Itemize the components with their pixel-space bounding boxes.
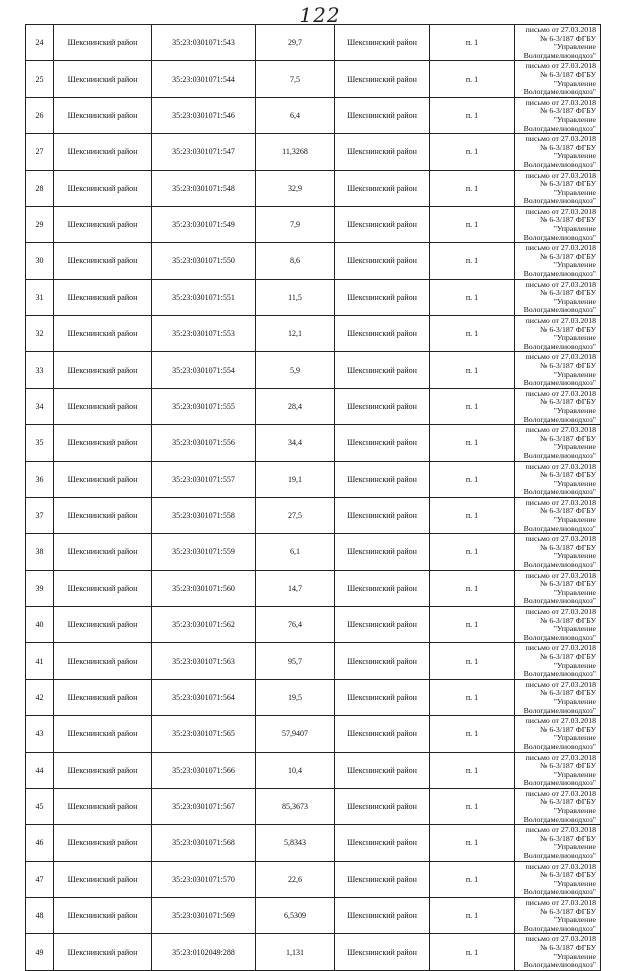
- district-cell: Шекснинский район: [54, 534, 152, 570]
- note-cell: письмо от 27.03.2018 № 6-3/187 ФГБУ "Управление Вологдамелиоводхоз": [515, 352, 601, 388]
- item-cell: п. 1: [430, 788, 515, 824]
- district-cell: Шекснинский район: [54, 279, 152, 315]
- item-cell: п. 1: [430, 898, 515, 934]
- item-cell: п. 1: [430, 388, 515, 424]
- item-cell: п. 1: [430, 643, 515, 679]
- area-cell: 7,5: [256, 61, 335, 97]
- table-row: [26, 788, 601, 824]
- note-cell: письмо от 27.03.2018 № 6-3/187 ФГБУ "Управление Вологдамелиоводхоз": [515, 170, 601, 206]
- area-cell: 27,5: [256, 497, 335, 533]
- table-row: [26, 25, 601, 61]
- cadastral-number-cell: 35:23:0301071:556: [152, 425, 256, 461]
- cadastral-number-cell: 35:23:0301071:565: [152, 716, 256, 752]
- row-number-cell: 29: [26, 206, 54, 242]
- note-cell: письмо от 27.03.2018 № 6-3/187 ФГБУ "Управление Вологдамелиоводхоз": [515, 134, 601, 170]
- row-number-cell: 35: [26, 425, 54, 461]
- district-cell: Шекснинский район: [54, 643, 152, 679]
- table-row: [26, 97, 601, 133]
- table-row: [26, 279, 601, 315]
- item-cell: п. 1: [430, 607, 515, 643]
- district-cell: Шекснинский район: [54, 206, 152, 242]
- item-cell: п. 1: [430, 206, 515, 242]
- note-cell: письмо от 27.03.2018 № 6-3/187 ФГБУ "Управление Вологдамелиоводхоз": [515, 825, 601, 861]
- item-cell: п. 1: [430, 97, 515, 133]
- area-cell: 14,7: [256, 570, 335, 606]
- row-number-cell: 25: [26, 61, 54, 97]
- table-row: [26, 643, 601, 679]
- table-row: [26, 388, 601, 424]
- district-cell: Шекснинский район: [54, 716, 152, 752]
- area-cell: 22,6: [256, 861, 335, 897]
- row-number-cell: 41: [26, 643, 54, 679]
- area-cell: 7,9: [256, 206, 335, 242]
- district-cell: Шекснинский район: [54, 497, 152, 533]
- cadastral-number-cell: 35:23:0301071:563: [152, 643, 256, 679]
- area-cell: 6,1: [256, 534, 335, 570]
- area-cell: 34,4: [256, 425, 335, 461]
- cadastral-number-cell: 35:23:0301071:546: [152, 97, 256, 133]
- row-number-cell: 43: [26, 716, 54, 752]
- district-cell: Шекснинский район: [54, 61, 152, 97]
- location-cell: Шекснинский район: [335, 134, 430, 170]
- note-cell: письмо от 27.03.2018 № 6-3/187 ФГБУ "Управление Вологдамелиоводхоз": [515, 461, 601, 497]
- district-cell: Шекснинский район: [54, 570, 152, 606]
- location-cell: Шекснинский район: [335, 752, 430, 788]
- location-cell: Шекснинский район: [335, 170, 430, 206]
- item-cell: п. 1: [430, 534, 515, 570]
- table-row: [26, 825, 601, 861]
- item-cell: п. 1: [430, 570, 515, 606]
- table-row: [26, 134, 601, 170]
- note-cell: письмо от 27.03.2018 № 6-3/187 ФГБУ "Управление Вологдамелиоводхоз": [515, 534, 601, 570]
- district-cell: Шекснинский район: [54, 752, 152, 788]
- location-cell: Шекснинский район: [335, 497, 430, 533]
- cadastral-number-cell: 35:23:0301071:566: [152, 752, 256, 788]
- cadastral-number-cell: 35:23:0301071:548: [152, 170, 256, 206]
- district-cell: Шекснинский район: [54, 243, 152, 279]
- row-number-cell: 33: [26, 352, 54, 388]
- district-cell: Шекснинский район: [54, 170, 152, 206]
- district-cell: Шекснинский район: [54, 607, 152, 643]
- location-cell: Шекснинский район: [335, 898, 430, 934]
- note-cell: письмо от 27.03.2018 № 6-3/187 ФГБУ "Управление Вологдамелиоводхоз": [515, 97, 601, 133]
- table-row: [26, 206, 601, 242]
- cadastral-number-cell: 35:23:0301071:554: [152, 352, 256, 388]
- location-cell: Шекснинский район: [335, 461, 430, 497]
- item-cell: п. 1: [430, 752, 515, 788]
- location-cell: Шекснинский район: [335, 570, 430, 606]
- cadastral-number-cell: 35:23:0301071:570: [152, 861, 256, 897]
- cadastral-number-cell: 35:23:0301071:568: [152, 825, 256, 861]
- row-number-cell: 39: [26, 570, 54, 606]
- item-cell: п. 1: [430, 425, 515, 461]
- note-cell: письмо от 27.03.2018 № 6-3/187 ФГБУ "Управление Вологдамелиоводхоз": [515, 61, 601, 97]
- item-cell: п. 1: [430, 716, 515, 752]
- note-cell: письмо от 27.03.2018 № 6-3/187 ФГБУ "Управление Вологдамелиоводхоз": [515, 497, 601, 533]
- note-cell: письмо от 27.03.2018 № 6-3/187 ФГБУ "Управление Вологдамелиоводхоз": [515, 898, 601, 934]
- area-cell: 6,5309: [256, 898, 335, 934]
- row-number-cell: 40: [26, 607, 54, 643]
- note-cell: письмо от 27.03.2018 № 6-3/187 ФГБУ "Управление Вологдамелиоводхоз": [515, 388, 601, 424]
- district-cell: Шекснинский район: [54, 316, 152, 352]
- note-cell: письмо от 27.03.2018 № 6-3/187 ФГБУ "Управление Вологдамелиоводхоз": [515, 243, 601, 279]
- table-body: [26, 25, 601, 971]
- row-number-cell: 37: [26, 497, 54, 533]
- area-cell: 28,4: [256, 388, 335, 424]
- row-number-cell: 26: [26, 97, 54, 133]
- item-cell: п. 1: [430, 61, 515, 97]
- area-cell: 29,7: [256, 25, 335, 61]
- location-cell: Шекснинский район: [335, 934, 430, 970]
- cadastral-number-cell: 35:23:0301071:551: [152, 279, 256, 315]
- table-row: [26, 316, 601, 352]
- area-cell: 19,1: [256, 461, 335, 497]
- note-cell: письмо от 27.03.2018 № 6-3/187 ФГБУ "Управление Вологдамелиоводхоз": [515, 788, 601, 824]
- area-cell: 5,8343: [256, 825, 335, 861]
- cadastral-number-cell: 35:23:0301071:555: [152, 388, 256, 424]
- table-row: [26, 243, 601, 279]
- land-register-table: [25, 24, 601, 971]
- row-number-cell: 28: [26, 170, 54, 206]
- cadastral-number-cell: 35:23:0301071:567: [152, 788, 256, 824]
- cadastral-number-cell: 35:23:0301071:569: [152, 898, 256, 934]
- area-cell: 57,9407: [256, 716, 335, 752]
- note-cell: письмо от 27.03.2018 № 6-3/187 ФГБУ "Управление Вологдамелиоводхоз": [515, 643, 601, 679]
- location-cell: Шекснинский район: [335, 279, 430, 315]
- district-cell: Шекснинский район: [54, 352, 152, 388]
- area-cell: 85,3673: [256, 788, 335, 824]
- row-number-cell: 49: [26, 934, 54, 970]
- row-number-cell: 34: [26, 388, 54, 424]
- location-cell: Шекснинский район: [335, 679, 430, 715]
- table-row: [26, 170, 601, 206]
- item-cell: п. 1: [430, 461, 515, 497]
- note-cell: письмо от 27.03.2018 № 6-3/187 ФГБУ "Управление Вологдамелиоводхоз": [515, 752, 601, 788]
- location-cell: Шекснинский район: [335, 643, 430, 679]
- item-cell: п. 1: [430, 352, 515, 388]
- cadastral-number-cell: 35:23:0301071:547: [152, 134, 256, 170]
- district-cell: Шекснинский район: [54, 25, 152, 61]
- table-row: [26, 752, 601, 788]
- area-cell: 11,5: [256, 279, 335, 315]
- district-cell: Шекснинский район: [54, 134, 152, 170]
- table-row: [26, 61, 601, 97]
- cadastral-number-cell: 35:23:0301071:544: [152, 61, 256, 97]
- district-cell: Шекснинский район: [54, 388, 152, 424]
- district-cell: Шекснинский район: [54, 97, 152, 133]
- area-cell: 12,1: [256, 316, 335, 352]
- cadastral-number-cell: 35:23:0301071:559: [152, 534, 256, 570]
- district-cell: Шекснинский район: [54, 425, 152, 461]
- area-cell: 10,4: [256, 752, 335, 788]
- table-row: [26, 461, 601, 497]
- location-cell: Шекснинский район: [335, 534, 430, 570]
- note-cell: письмо от 27.03.2018 № 6-3/187 ФГБУ "Управление Вологдамелиоводхоз": [515, 570, 601, 606]
- note-cell: письмо от 27.03.2018 № 6-3/187 ФГБУ "Управление Вологдамелиоводхоз": [515, 279, 601, 315]
- district-cell: Шекснинский район: [54, 461, 152, 497]
- row-number-cell: 24: [26, 25, 54, 61]
- item-cell: п. 1: [430, 934, 515, 970]
- district-cell: Шекснинский район: [54, 788, 152, 824]
- item-cell: п. 1: [430, 243, 515, 279]
- location-cell: Шекснинский район: [335, 61, 430, 97]
- note-cell: письмо от 27.03.2018 № 6-3/187 ФГБУ "Управление Вологдамелиоводхоз": [515, 425, 601, 461]
- area-cell: 8,6: [256, 243, 335, 279]
- district-cell: Шекснинский район: [54, 898, 152, 934]
- location-cell: Шекснинский район: [335, 352, 430, 388]
- cadastral-number-cell: 35:23:0301071:550: [152, 243, 256, 279]
- area-cell: 5,9: [256, 352, 335, 388]
- district-cell: Шекснинский район: [54, 825, 152, 861]
- note-cell: письмо от 27.03.2018 № 6-3/187 ФГБУ "Управление Вологдамелиоводхоз": [515, 25, 601, 61]
- location-cell: Шекснинский район: [335, 206, 430, 242]
- row-number-cell: 27: [26, 134, 54, 170]
- location-cell: Шекснинский район: [335, 788, 430, 824]
- table-row: [26, 861, 601, 897]
- row-number-cell: 46: [26, 825, 54, 861]
- cadastral-number-cell: 35:23:0301071:557: [152, 461, 256, 497]
- area-cell: 19,5: [256, 679, 335, 715]
- note-cell: письмо от 27.03.2018 № 6-3/187 ФГБУ "Управление Вологдамелиоводхоз": [515, 206, 601, 242]
- row-number-cell: 47: [26, 861, 54, 897]
- table-row: [26, 425, 601, 461]
- cadastral-number-cell: 35:23:0301071:549: [152, 206, 256, 242]
- location-cell: Шекснинский район: [335, 861, 430, 897]
- item-cell: п. 1: [430, 825, 515, 861]
- table-row: [26, 570, 601, 606]
- cadastral-number-cell: 35:23:0301071:564: [152, 679, 256, 715]
- area-cell: 95,7: [256, 643, 335, 679]
- item-cell: п. 1: [430, 679, 515, 715]
- cadastral-number-cell: 35:23:0301071:553: [152, 316, 256, 352]
- location-cell: Шекснинский район: [335, 607, 430, 643]
- location-cell: Шекснинский район: [335, 243, 430, 279]
- item-cell: п. 1: [430, 279, 515, 315]
- table-row: [26, 898, 601, 934]
- note-cell: письмо от 27.03.2018 № 6-3/187 ФГБУ "Управление Вологдамелиоводхоз": [515, 316, 601, 352]
- table-row: [26, 679, 601, 715]
- row-number-cell: 44: [26, 752, 54, 788]
- row-number-cell: 32: [26, 316, 54, 352]
- row-number-cell: 30: [26, 243, 54, 279]
- item-cell: п. 1: [430, 497, 515, 533]
- cadastral-number-cell: 35:23:0301071:560: [152, 570, 256, 606]
- row-number-cell: 42: [26, 679, 54, 715]
- row-number-cell: 31: [26, 279, 54, 315]
- area-cell: 32,9: [256, 170, 335, 206]
- table-row: [26, 534, 601, 570]
- page-number: 122: [299, 3, 341, 27]
- table-row: [26, 352, 601, 388]
- row-number-cell: 48: [26, 898, 54, 934]
- location-cell: Шекснинский район: [335, 97, 430, 133]
- note-cell: письмо от 27.03.2018 № 6-3/187 ФГБУ "Управление Вологдамелиоводхоз": [515, 716, 601, 752]
- table-row: [26, 934, 601, 970]
- location-cell: Шекснинский район: [335, 716, 430, 752]
- item-cell: п. 1: [430, 25, 515, 61]
- location-cell: Шекснинский район: [335, 825, 430, 861]
- area-cell: 1,131: [256, 934, 335, 970]
- table-row: [26, 497, 601, 533]
- district-cell: Шекснинский район: [54, 679, 152, 715]
- note-cell: письмо от 27.03.2018 № 6-3/187 ФГБУ "Управление Вологдамелиоводхоз": [515, 679, 601, 715]
- row-number-cell: 45: [26, 788, 54, 824]
- item-cell: п. 1: [430, 861, 515, 897]
- row-number-cell: 38: [26, 534, 54, 570]
- cadastral-number-cell: 35:23:0102049:288: [152, 934, 256, 970]
- cadastral-number-cell: 35:23:0301071:558: [152, 497, 256, 533]
- item-cell: п. 1: [430, 170, 515, 206]
- table-row: [26, 716, 601, 752]
- cadastral-number-cell: 35:23:0301071:543: [152, 25, 256, 61]
- location-cell: Шекснинский район: [335, 388, 430, 424]
- note-cell: письмо от 27.03.2018 № 6-3/187 ФГБУ "Управление Вологдамелиоводхоз": [515, 607, 601, 643]
- note-cell: письмо от 27.03.2018 № 6-3/187 ФГБУ "Управление Вологдамелиоводхоз": [515, 934, 601, 970]
- area-cell: 11,3268: [256, 134, 335, 170]
- location-cell: Шекснинский район: [335, 316, 430, 352]
- district-cell: Шекснинский район: [54, 861, 152, 897]
- row-number-cell: 36: [26, 461, 54, 497]
- item-cell: п. 1: [430, 134, 515, 170]
- item-cell: п. 1: [430, 316, 515, 352]
- table-row: [26, 607, 601, 643]
- area-cell: 76,4: [256, 607, 335, 643]
- district-cell: Шекснинский район: [54, 934, 152, 970]
- location-cell: Шекснинский район: [335, 25, 430, 61]
- note-cell: письмо от 27.03.2018 № 6-3/187 ФГБУ "Управление Вологдамелиоводхоз": [515, 861, 601, 897]
- location-cell: Шекснинский район: [335, 425, 430, 461]
- area-cell: 6,4: [256, 97, 335, 133]
- cadastral-number-cell: 35:23:0301071:562: [152, 607, 256, 643]
